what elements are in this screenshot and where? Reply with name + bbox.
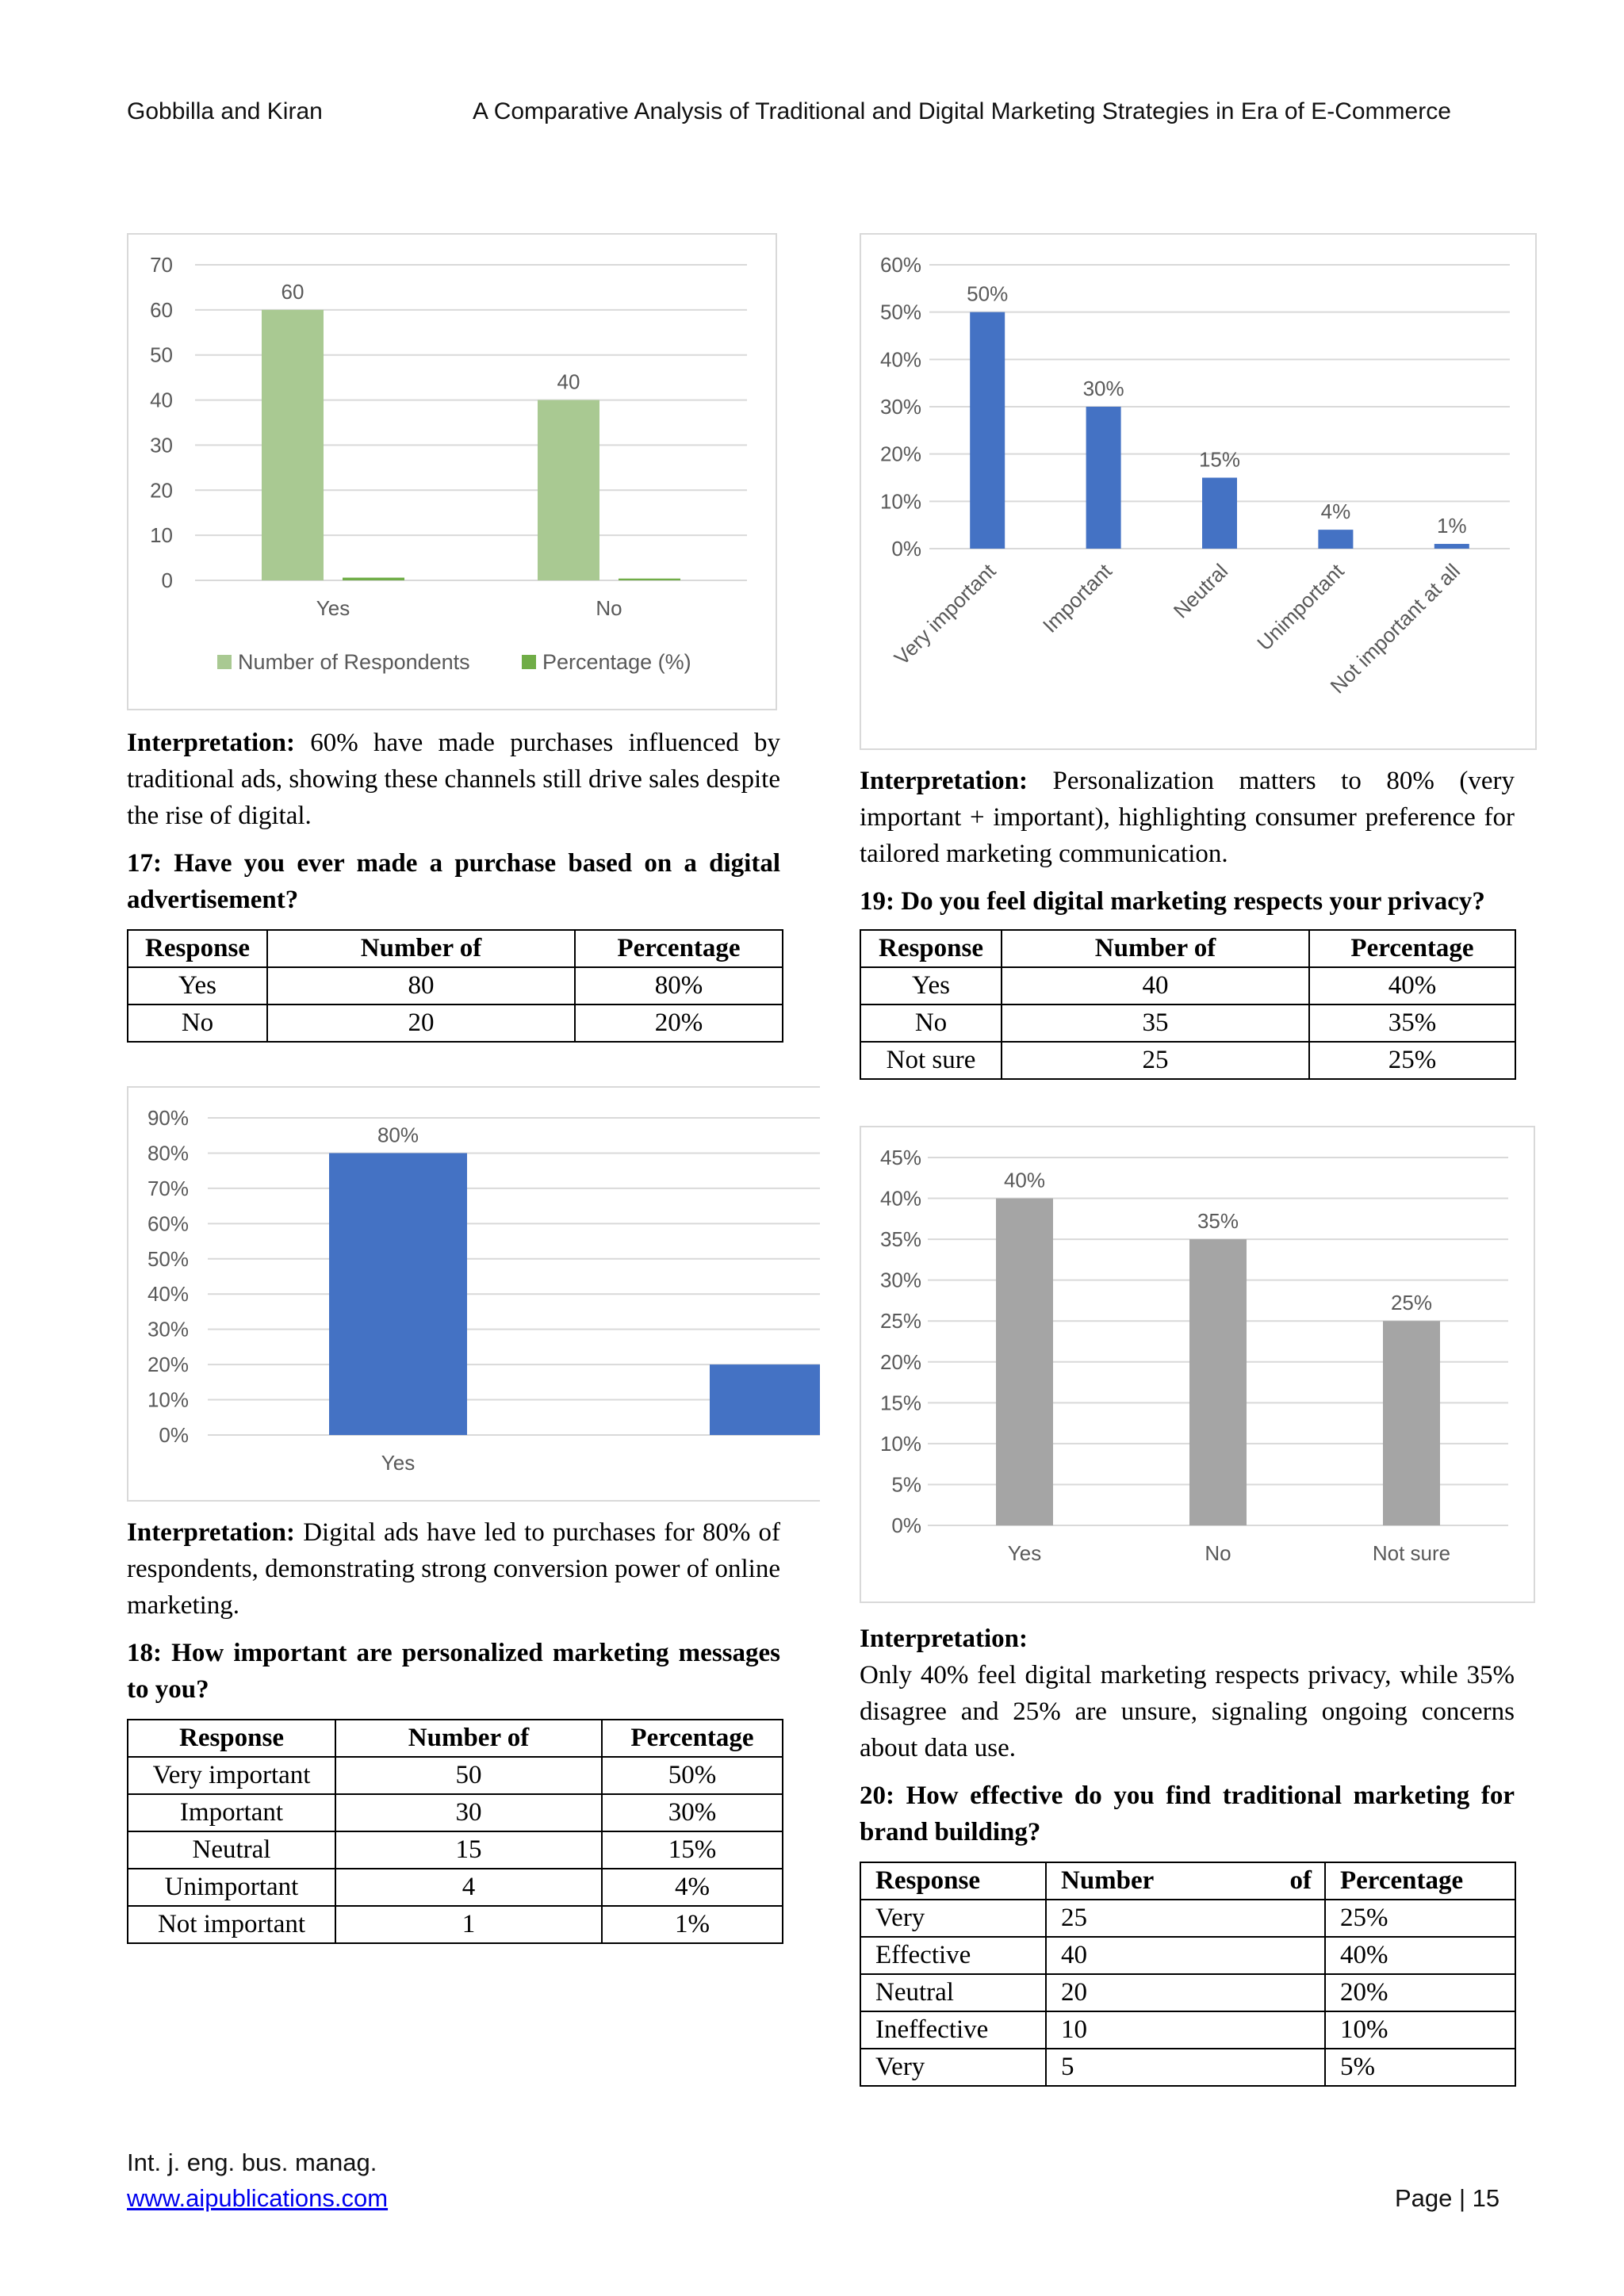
y-tick-label: 0% <box>159 1423 189 1447</box>
chart-traditional-ads <box>127 233 777 710</box>
table-cell: Neutral <box>860 1974 1046 2011</box>
y-tick-label: 60 <box>150 297 173 322</box>
y-tick-label: 10% <box>147 1387 189 1412</box>
y-tick-label: 40% <box>879 347 921 372</box>
chart3-svg <box>128 1088 820 1500</box>
y-tick-label: 50% <box>147 1246 189 1271</box>
table-cell: Very <box>860 2049 1046 2086</box>
table-cell: 50% <box>602 1757 783 1794</box>
table-cell: Very important <box>128 1757 335 1794</box>
table-cell: 5 <box>1046 2049 1325 2086</box>
x-category-label: Not important at all <box>1325 559 1465 698</box>
table-cell: 40% <box>1309 967 1515 1004</box>
interpretation-text: Only 40% feel digital marketing respects privacy, while 35% disagree and 25% are unsure, signaling ongoing concerns about data use. <box>860 1661 1515 1762</box>
table-cell: Yes <box>860 967 1002 1004</box>
interpretation-text: Personalization matters to 80% (very important + important), highlighting consumer preference for tailored marketing communication. <box>860 767 1515 868</box>
legend-swatch <box>217 655 232 669</box>
question-18: 18: How important are personalized marketing messages to you? <box>127 1639 780 1704</box>
footer-page-number: Page | 15 <box>1395 2184 1500 2212</box>
table-row <box>860 2049 1515 2086</box>
y-tick-label: 10% <box>879 1431 921 1456</box>
y-tick-label: 35% <box>879 1227 921 1252</box>
data-label: 35% <box>1197 1209 1239 1234</box>
x-category-label: No <box>596 596 622 620</box>
table-cell: 10 <box>1046 2011 1325 2049</box>
table-row <box>860 1004 1515 1042</box>
table-header-cell: Percentage <box>602 1720 783 1757</box>
table-cell: Ineffective <box>860 2011 1046 2049</box>
y-tick-label: 25% <box>879 1309 921 1334</box>
y-tick-label: 30% <box>879 1268 921 1292</box>
table-header-row <box>860 930 1515 967</box>
interpretation-digital <box>127 1514 780 1624</box>
bar <box>1383 1321 1440 1525</box>
table-row <box>860 1937 1515 1974</box>
x-category-label: No <box>1205 1541 1231 1565</box>
x-category-label: Neutral <box>1168 559 1233 623</box>
table-cell: 25 <box>1046 1900 1325 1937</box>
bar <box>1086 407 1121 549</box>
chart-privacy <box>860 1126 1535 1603</box>
bar <box>1434 544 1469 549</box>
table-row <box>860 2011 1515 2049</box>
table-header-cell: Percentage <box>1325 1862 1515 1900</box>
legend-label: Number of Respondents <box>238 650 470 674</box>
table-header-cell: Number of <box>1002 930 1309 967</box>
y-tick-label: 80% <box>147 1141 189 1165</box>
table-cell: Very <box>860 1900 1046 1937</box>
x-category-label: Unimportant <box>1252 559 1349 656</box>
table-header-word: Number <box>1061 1866 1155 1895</box>
footer-journal: Int. j. eng. bus. manag. <box>127 2149 377 2176</box>
chart1-svg <box>128 235 776 709</box>
y-tick-label: 20% <box>879 1349 921 1374</box>
table-header-cell: Response <box>128 1720 335 1757</box>
legend-swatch <box>522 655 536 669</box>
table-cell: Not sure <box>860 1042 1002 1079</box>
bar <box>343 578 404 580</box>
x-category-label: Important <box>1037 559 1116 637</box>
data-label: 4% <box>1320 499 1351 524</box>
bar <box>538 400 599 580</box>
table-cell: 20 <box>1046 1974 1325 2011</box>
x-category-label: Very important <box>889 559 1001 670</box>
data-label: 40 <box>557 369 580 394</box>
table-row <box>128 1906 783 1943</box>
legend-label: Percentage (%) <box>542 650 691 674</box>
table-q20 <box>860 1862 1516 2087</box>
interpretation-personalization <box>860 763 1515 872</box>
table-row <box>860 1042 1515 1079</box>
table-cell: 40 <box>1046 1937 1325 1974</box>
y-tick-label: 60% <box>879 253 921 277</box>
chart-digital-ads <box>127 1086 820 1502</box>
table-cell: 80 <box>267 967 575 1004</box>
table-q18 <box>127 1719 783 1944</box>
x-category-label: Yes <box>316 596 350 620</box>
table-cell: 35% <box>1309 1004 1515 1042</box>
table-cell: 40% <box>1325 1937 1515 1974</box>
table-cell: 25 <box>1002 1042 1309 1079</box>
table-cell: Unimportant <box>128 1869 335 1906</box>
data-label: 30% <box>1082 377 1124 400</box>
bar <box>970 312 1005 549</box>
interpretation-text: Digital ads have led to purchases for 80% of respondents, demonstrating strong conversion power of online marketing. <box>127 1518 780 1620</box>
y-tick-label: 70% <box>147 1176 189 1200</box>
interpretation-privacy <box>860 1621 1515 1766</box>
y-tick-label: 30% <box>879 395 921 419</box>
y-tick-label: 0% <box>891 537 921 561</box>
y-tick-label: 15% <box>879 1391 921 1415</box>
y-tick-label: 0 <box>161 568 173 592</box>
table-row <box>128 1794 783 1831</box>
chart-personalization <box>860 233 1537 750</box>
table-header-word: of <box>1289 1866 1312 1895</box>
table-row <box>860 967 1515 1004</box>
y-tick-label: 30% <box>147 1317 189 1341</box>
running-header-title: A Comparative Analysis of Traditional and Digital Marketing Strategies in Era of E-Commerce <box>473 98 1451 124</box>
y-tick-label: 45% <box>879 1146 921 1169</box>
bar <box>1318 530 1353 549</box>
table-q17 <box>127 929 783 1043</box>
y-tick-label: 50 <box>150 342 173 367</box>
table-header-cell <box>1046 1862 1325 1900</box>
table-row <box>128 1757 783 1794</box>
bar <box>262 310 324 580</box>
table-header-cell: Response <box>128 930 267 967</box>
table-cell: 1 <box>335 1906 602 1943</box>
question-19: 19: Do you feel digital marketing respects your privacy? <box>860 887 1485 916</box>
table-cell: 1% <box>602 1906 783 1943</box>
y-tick-label: 70 <box>150 253 173 277</box>
bar <box>1202 478 1237 549</box>
y-tick-label: 40% <box>879 1186 921 1211</box>
table-cell: Not important <box>128 1906 335 1943</box>
table-cell: 4% <box>602 1869 783 1906</box>
table-cell: Important <box>128 1794 335 1831</box>
bar <box>329 1153 467 1435</box>
table-header-cell: Response <box>860 930 1002 967</box>
bar <box>710 1364 820 1435</box>
table-row <box>128 1004 783 1042</box>
table-header-cell: Response <box>860 1862 1046 1900</box>
table-cell: 80% <box>575 967 783 1004</box>
y-tick-label: 20% <box>879 442 921 466</box>
interpretation-label: Interpretation: <box>860 1624 1028 1653</box>
interpretation-label: Interpretation: <box>127 1518 296 1547</box>
data-label: 1% <box>1437 514 1467 538</box>
y-tick-label: 90% <box>147 1106 189 1130</box>
table-row <box>128 1869 783 1906</box>
table-header-row <box>128 1720 783 1757</box>
table-cell: Neutral <box>128 1831 335 1869</box>
table-cell: 25% <box>1325 1900 1515 1937</box>
y-tick-label: 0% <box>891 1513 921 1537</box>
y-tick-label: 5% <box>891 1472 921 1497</box>
y-tick-label: 20% <box>147 1353 189 1377</box>
table-header-cell: Number of <box>267 930 575 967</box>
y-tick-label: 30 <box>150 433 173 457</box>
table-row <box>128 1831 783 1869</box>
interpretation-traditional <box>127 725 780 834</box>
data-label: 25% <box>1390 1291 1433 1315</box>
table-cell: No <box>128 1004 267 1042</box>
interpretation-label: Interpretation: <box>127 729 296 757</box>
data-label: 40% <box>1003 1168 1046 1192</box>
table-row <box>860 1900 1515 1937</box>
table-cell: No <box>860 1004 1002 1042</box>
table-cell: 10% <box>1325 2011 1515 2049</box>
chart2-svg <box>861 235 1535 748</box>
chart4-svg <box>861 1127 1534 1601</box>
table-header-row <box>860 1862 1515 1900</box>
table-cell: 30% <box>602 1794 783 1831</box>
data-label: 80% <box>377 1123 419 1147</box>
table-header-cell: Number of <box>335 1720 602 1757</box>
y-tick-label: 40 <box>150 388 173 412</box>
table-cell: 20% <box>1325 1974 1515 2011</box>
table-q19 <box>860 929 1516 1080</box>
table-row <box>128 967 783 1004</box>
table-cell: 50 <box>335 1757 602 1794</box>
y-tick-label: 10 <box>150 523 173 548</box>
table-cell: 25% <box>1309 1042 1515 1079</box>
y-tick-label: 60% <box>147 1211 189 1236</box>
running-header-authors: Gobbilla and Kiran <box>127 98 323 124</box>
table-cell: 30 <box>335 1794 602 1831</box>
interpretation-text: 60% have made purchases influenced by traditional ads, showing these channels still drive sales despite the rise of digital. <box>127 729 780 830</box>
table-cell: 35 <box>1002 1004 1309 1042</box>
footer-url-link[interactable]: www.aipublications.com <box>127 2184 389 2212</box>
table-cell: Yes <box>128 967 267 1004</box>
table-cell: 4 <box>335 1869 602 1906</box>
table-row <box>860 1974 1515 2011</box>
table-cell: 20% <box>575 1004 783 1042</box>
data-label: 50% <box>967 281 1009 306</box>
table-header-cell: Percentage <box>1309 930 1515 967</box>
x-category-label: Yes <box>1007 1541 1042 1565</box>
interpretation-label: Interpretation: <box>860 767 1028 795</box>
table-cell: 5% <box>1325 2049 1515 2086</box>
y-tick-label: 50% <box>879 300 921 324</box>
y-tick-label: 20 <box>150 478 173 503</box>
table-cell: 20 <box>267 1004 575 1042</box>
table-cell: 15 <box>335 1831 602 1869</box>
x-category-label: Yes <box>381 1451 416 1475</box>
table-cell: 40 <box>1002 967 1309 1004</box>
question-17: 17: Have you ever made a purchase based on a digital advertisement? <box>127 849 780 914</box>
bar <box>996 1199 1053 1525</box>
table-cell: Effective <box>860 1937 1046 1974</box>
bar <box>1189 1239 1247 1525</box>
y-tick-label: 40% <box>147 1282 189 1307</box>
question-20: 20: How effective do you find traditional marketing for brand building? <box>860 1781 1515 1846</box>
x-category-label: Not sure <box>1372 1541 1451 1565</box>
bar <box>619 579 680 580</box>
table-cell: 15% <box>602 1831 783 1869</box>
data-label: 15% <box>1198 447 1241 472</box>
data-label: 60 <box>281 279 304 304</box>
table-header-row <box>128 930 783 967</box>
table-header-cell: Percentage <box>575 930 783 967</box>
y-tick-label: 10% <box>879 489 921 514</box>
